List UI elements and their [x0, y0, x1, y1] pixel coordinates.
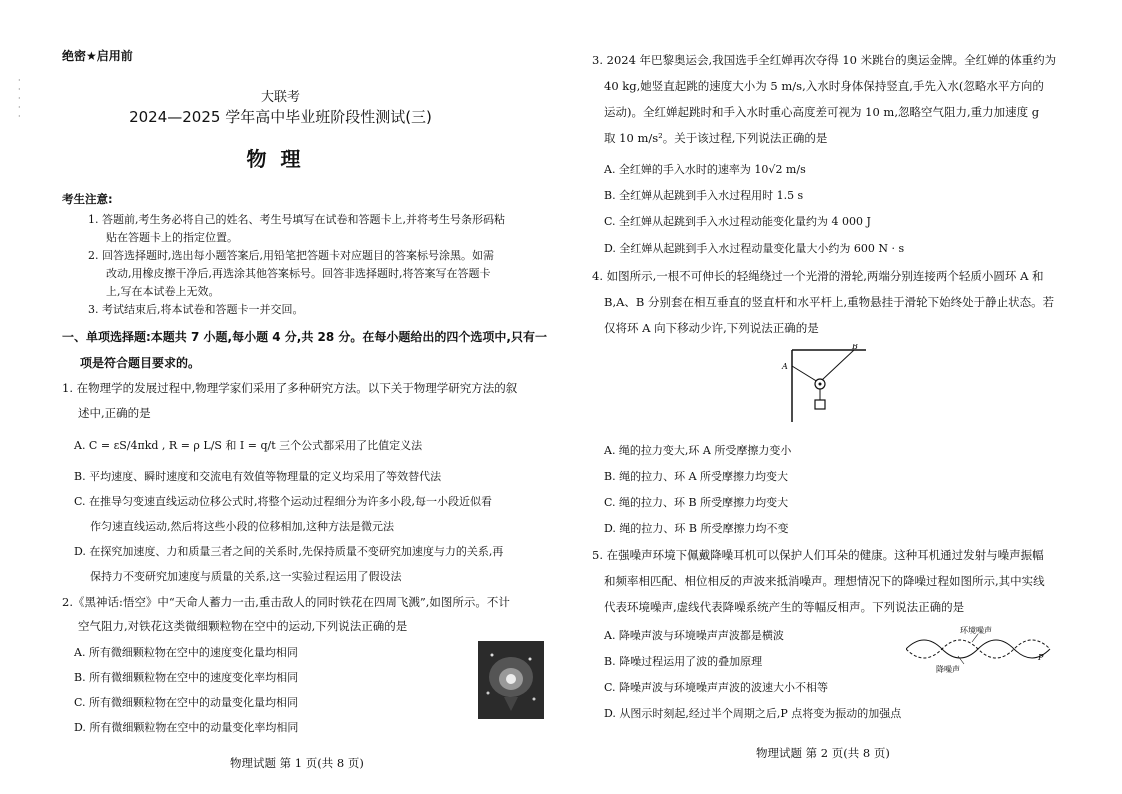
binding-marks: · · · · ·	[18, 76, 21, 121]
q5-option-d: D. 从图示时刻起,经过半个周期之后,P 点将变为振动的加强点	[604, 707, 902, 720]
q4-line: B,A、B 分别套在相互垂直的竖直杆和水平杆上,重物悬挂于滑轮下始终处于静止状态。若	[604, 295, 1055, 309]
secret-label: 绝密★启用前	[62, 49, 133, 63]
q4-option-a: A. 绳的拉力变大,环 A 所受摩擦力变小	[604, 444, 792, 457]
q2-option-b: B. 所有微细颗粒物在空中的速度变化率均相同	[74, 671, 299, 684]
q5-line: 代表环境噪声,虚线代表降噪系统产生的等幅反相声。下列说法正确的是	[604, 600, 965, 614]
q3-line: 3. 2024 年巴黎奥运会,我国选手全红婵再次夺得 10 米跳台的奥运金牌。全红婵的体重约为	[592, 53, 1057, 67]
q1-option-d: D. 在探究加速度、力和质量三者之间的关系时,先保持质量不变研究加速度与力的关系,再	[74, 545, 504, 558]
notes-heading: 考生注意:	[62, 192, 113, 206]
q4-option-b: B. 绳的拉力、环 A 所受摩擦力均变大	[604, 470, 789, 483]
pulley-diagram	[780, 344, 870, 424]
q2-option-c: C. 所有微细颗粒物在空中的动量变化量均相同	[74, 696, 299, 709]
ring-b-label: B	[852, 344, 858, 351]
q1-option-d-cont: 保持力不变研究加速度与质量的关系,这一实验过程运用了假设法	[90, 570, 402, 583]
q4-option-c: C. 绳的拉力、环 B 所受摩擦力均变大	[604, 496, 789, 509]
q3-option-a: A. 全红婵的手入水时的速率为 10√2 m/s	[604, 163, 806, 176]
q3-line: 运动)。全红婵起跳时和手入水时重心高度差可视为 10 m,忽略空气阻力,重力加速度 g	[604, 105, 1040, 119]
note-line: 1. 答题前,考生务必将自己的姓名、考生号填写在试卷和答题卡上,并将考生号条形码粘	[88, 213, 505, 226]
note-line: 贴在答题卡上的指定位置。	[106, 231, 238, 244]
right-page	[561, 0, 1122, 794]
noise-wave-diagram	[906, 624, 1056, 674]
section-heading: 一、单项选择题:本题共 7 小题,每小题 4 分,共 28 分。在每小题给出的四个选项中,只有一	[62, 330, 547, 344]
q2-stem: 2.《黑神话:悟空》中“天命人蓄力一击,重击敌人的同时铁花在四周飞溅”,如图所示。不计	[62, 595, 510, 609]
q1-option-c: C. 在推导匀变速直线运动位移公式时,将整个运动过程细分为许多小段,每一小段近似看	[74, 495, 493, 508]
q3-line: 40 kg,她竖直起跳的速度大小为 5 m/s,入水时身体保持竖直,手先入水(忽略水平方向的	[604, 79, 1044, 93]
wave-label-env: 环境噪声	[960, 626, 992, 635]
exam-name: 大联考	[260, 90, 300, 105]
wave-label-anti: 降噪声	[936, 665, 960, 674]
q4-line: 仅将环 A 向下移动少许,下列说法正确的是	[604, 321, 819, 335]
q1-stem: 1. 在物理学的发展过程中,物理学家们采用了多种研究方法。以下关于物理学研究方法的叙	[62, 381, 518, 395]
q4-line: 4. 如图所示,一根不可伸长的轻绳绕过一个光滑的滑轮,两端分别连接两个轻质小圆环 A 和	[592, 269, 1044, 283]
q3-option-c: C. 全红婵从起跳到手入水过程动能变化量约为 4 000 J	[604, 215, 871, 228]
q5-line: 和频率相匹配、相位相反的声波来抵消噪声。理想情况下的降噪过程如图所示,其中实线	[604, 574, 1045, 588]
exam-title: 2024—2025 学年高中毕业班阶段性测试(三)	[129, 108, 432, 126]
q1-option-b: B. 平均速度、瞬时速度和交流电有效值等物理量的定义均采用了等效替代法	[74, 470, 442, 483]
note-line: 2. 回答选择题时,选出每小题答案后,用铅笔把答题卡对应题目的答案标号涂黑。如需	[88, 249, 494, 262]
game-scene-image	[478, 641, 544, 719]
q3-line: 取 10 m/s²。关于该过程,下列说法正确的是	[604, 131, 828, 145]
page-footer: 物理试题 第 1 页(共 8 页)	[230, 756, 364, 770]
q3-option-d: D. 全红婵从起跳到手入水过程动量变化量大小约为 600 N · s	[604, 242, 905, 255]
note-line: 3. 考试结束后,将本试卷和答题卡一并交回。	[88, 303, 304, 316]
q1-stem-cont: 述中,正确的是	[78, 406, 151, 420]
wave-label-p: P	[1038, 653, 1044, 662]
note-line: 上,写在本试卷上无效。	[106, 285, 220, 298]
q2-option-a: A. 所有微细颗粒物在空中的速度变化量均相同	[74, 646, 298, 659]
q4-option-d: D. 绳的拉力、环 B 所受摩擦力均不变	[604, 522, 789, 535]
q5-option-c: C. 降噪声波与环境噪声声波的波速大小不相等	[604, 681, 829, 694]
note-line: 改动,用橡皮擦干净后,再选涂其他答案标号。回答非选择题时,将答案写在答题卡	[106, 267, 491, 280]
q5-option-a: A. 降噪声波与环境噪声声波都是横波	[604, 629, 784, 642]
page-footer: 物理试题 第 2 页(共 8 页)	[756, 746, 890, 760]
subject-title: 物理	[246, 147, 315, 171]
section-heading-cont: 项是符合题目要求的。	[80, 356, 201, 370]
q2-option-d: D. 所有微细颗粒物在空中的动量变化率均相同	[74, 721, 299, 734]
q3-option-b: B. 全红婵从起跳到手入水过程用时 1.5 s	[604, 189, 804, 202]
q2-stem-cont: 空气阻力,对铁花这类微细颗粒物在空中的运动,下列说法正确的是	[78, 619, 408, 633]
q1-option-c-cont: 作匀速直线运动,然后将这些小段的位移相加,这种方法是微元法	[90, 520, 394, 533]
ring-a-label: A	[782, 362, 788, 371]
q1-option-a: A. C = εS/4πkd , R = ρ L/S 和 I = q/t 三个公式都采用了比值定义法	[74, 439, 423, 452]
q5-line: 5. 在强噪声环境下佩戴降噪耳机可以保护人们耳朵的健康。这种耳机通过发射与噪声振幅	[592, 548, 1044, 562]
q5-option-b: B. 降噪过程运用了波的叠加原理	[604, 655, 763, 668]
